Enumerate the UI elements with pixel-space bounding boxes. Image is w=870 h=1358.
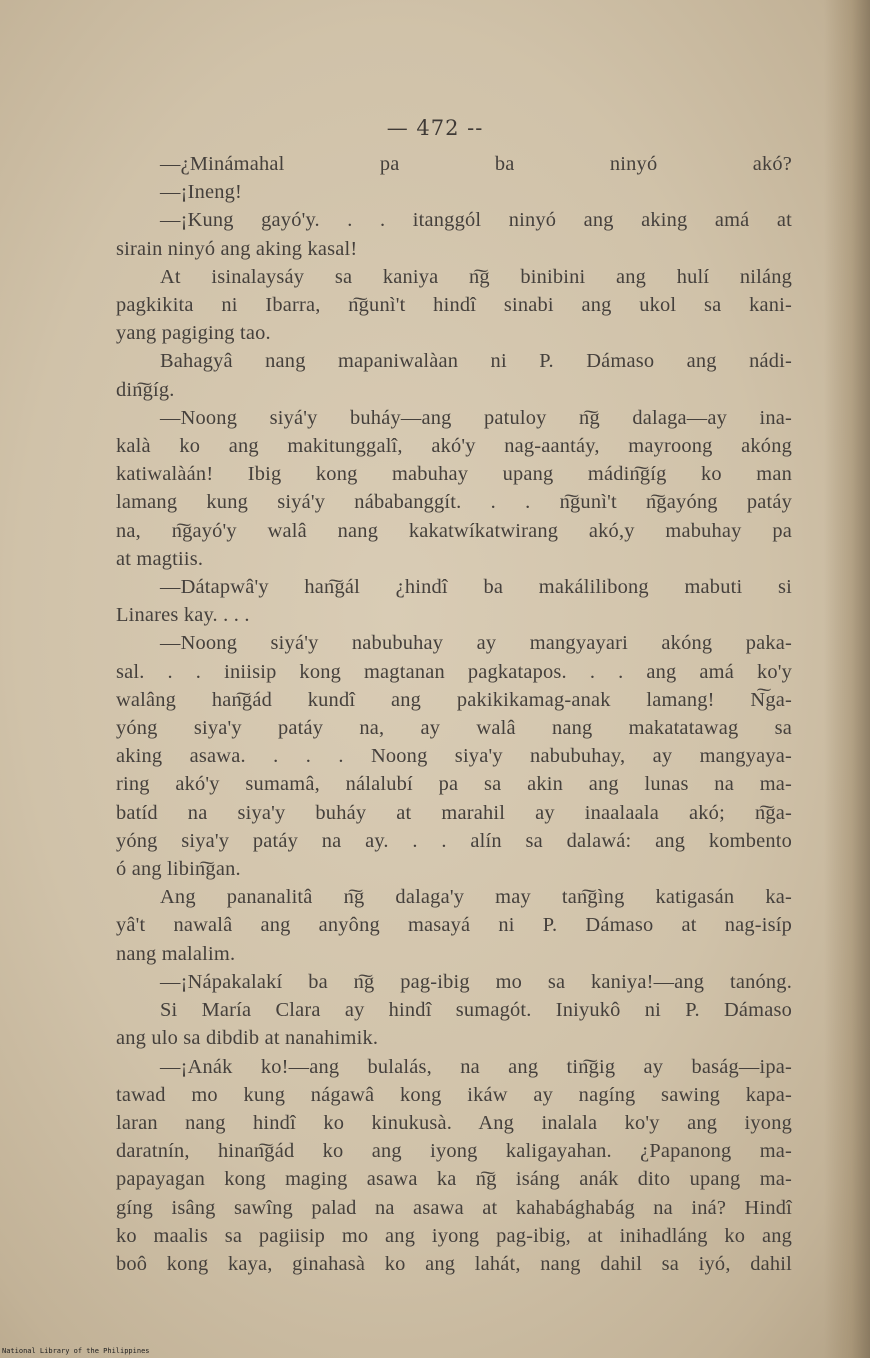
text-line: sal. . . iniisip kong magtanan pagkatapos. . . ang amá ko'y bbox=[116, 660, 792, 683]
text-line: At isinalaysáy sa kaniya n͠g binibini ang hulí niláng bbox=[160, 265, 792, 288]
text-line: daratnín, hinan͠gád ko ang iyong kaligayahan. ¿Papanong ma- bbox=[116, 1140, 792, 1163]
text-line: laran nang hindî ko kinukusà. Ang inalala ko'y ang iyong bbox=[116, 1111, 792, 1134]
text-line: —¿Minámahal pa ba ninyó akó? bbox=[160, 153, 792, 175]
text-line: ring akó'y sumamâ, nálalubí pa sa akin ang lunas na ma- bbox=[116, 773, 792, 796]
text-line: papayagan kong maging asawa ka n͠g isáng anák dito upang ma- bbox=[116, 1168, 792, 1191]
text-line: pagkikita ni Ibarra, n͠gunì't hindî sinabi ang ukol sa kani- bbox=[116, 294, 792, 317]
text-line: Si María Clara ay hindî sumagót. Iniyukô ni P. Dámaso bbox=[160, 999, 792, 1022]
library-credit: National Library of the Philippines bbox=[2, 1347, 150, 1355]
text-line: —¡Kung gayó'y. . . itanggól ninyó ang aking amá at bbox=[160, 209, 792, 232]
text-line: yang pagiging tao. bbox=[116, 322, 271, 345]
text-line: ang ulo sa dibdib at nanahimik. bbox=[116, 1027, 379, 1050]
text-line: —Noong siyá'y buháy—ang patuloy n͠g dalaga—ay ina- bbox=[160, 406, 792, 429]
text-line: Bahagyâ nang mapaniwalàan ni P. Dámaso ang nádi- bbox=[160, 350, 792, 373]
text-line: yóng siya'y patáy na, ay walâ nang makatatawag sa bbox=[116, 717, 792, 740]
text-line: batíd na siya'y buháy at marahil ay inaalaala akó; n͠ga- bbox=[116, 801, 792, 824]
text-line: din͠gíg. bbox=[116, 378, 175, 401]
text-line: Ang pananalitâ n͠g dalaga'y may tan͠gìng katigasán ka- bbox=[160, 886, 792, 909]
text-line: kalà ko ang makitunggalî, akó'y nag-aantáy, mayroong akóng bbox=[116, 435, 792, 458]
text-line: katiwalàán! Ibig kong mabuhay upang mádin͠gíg ko man bbox=[116, 463, 792, 486]
page-number: — 472 -- bbox=[386, 116, 484, 140]
text-line: yóng siya'y patáy na ay. . . alín sa dalawá: ang kombento bbox=[116, 829, 792, 852]
text-line: ó ang libin͠gan. bbox=[116, 858, 241, 881]
text-line: Linares kay. . . . bbox=[116, 604, 250, 627]
text-line: gíng isâng sawîng palad na asawa at kahabághabág na iná? Hindî bbox=[116, 1196, 792, 1219]
text-line: boô kong kaya, ginahasà ko ang lahát, nang dahil sa iyó, dahil bbox=[116, 1252, 792, 1275]
text-line: na, n͠gayó'y walâ nang kakatwíkatwirang akó,y mabuhay pa bbox=[116, 519, 792, 542]
text-line: yâ't nawalâ ang anyông masayá ni P. Dámaso at nag-isíp bbox=[116, 914, 792, 937]
text-line: —¡Anák ko!—ang bulalás, na ang tin͠gig ay baság—ipa- bbox=[160, 1055, 792, 1078]
text-line: lamang kung siyá'y nábabanggít. . . n͠gunì't n͠gayóng patáy bbox=[116, 491, 792, 514]
text-line: —¡Ineng! bbox=[160, 181, 242, 204]
text-line: sirain ninyó ang aking kasal! bbox=[116, 237, 358, 260]
text-line: tawad mo kung nágawâ kong ikáw ay nagíng sawing kapa- bbox=[116, 1083, 792, 1106]
text-line: walâng han͠gád kundî ang pakikikamag-anak lamang! N͠ga- bbox=[116, 688, 792, 711]
text-line: —Noong siyá'y nabubuhay ay mangyayari akóng paka- bbox=[160, 632, 792, 655]
text-line: nang malalim. bbox=[116, 942, 236, 965]
text-line: aking asawa. . . . Noong siya'y nabubuhay, ay mangyaya- bbox=[116, 745, 792, 768]
text-line: at magtiis. bbox=[116, 547, 204, 570]
text-line: ko maalis sa pagiisip mo ang iyong pag-ibig, at inihadláng ko ang bbox=[116, 1224, 792, 1247]
body-text bbox=[116, 150, 792, 1278]
page-edge-shadow bbox=[824, 0, 870, 1358]
text-line: —Dátapwâ'y han͠gál ¿hindî ba makálilibong mabuti si bbox=[160, 576, 792, 599]
text-line: —¡Nápakalakí ba n͠g pag-ibig mo sa kaniya!—ang tanóng. bbox=[160, 970, 792, 993]
